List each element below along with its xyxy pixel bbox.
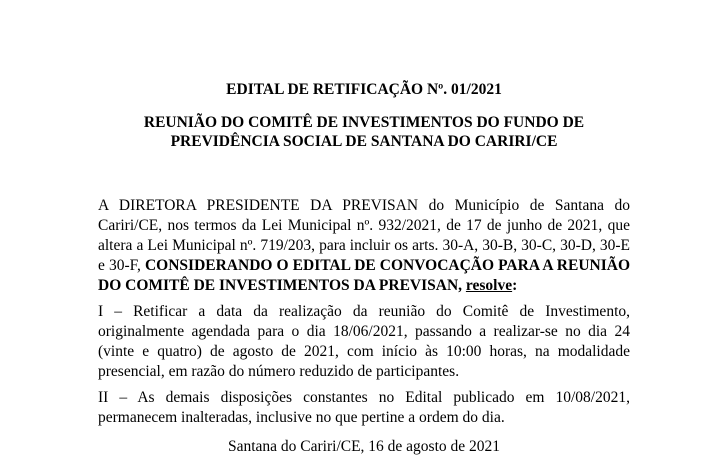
opening-paragraph-considerando-clause: CONSIDERANDO O EDITAL DE CONVOCAÇÃO PARA A REUNIÃO DO COMITÊ DE INVESTIMENTOS DA PREVISAN, — [98, 257, 631, 294]
opening-paragraph-regular-text: A DIRETORA PRESIDENTE DA PREVISAN do Município de Santana do Cariri/CE, nos termos da Lei Municipal nº. 932/2021, de 17 de junho de 2021, que altera a Lei Municipal nº. 719/203, para incluir os arts. 30-A, 30-B, 30-C, 30-D, 30-E e 30-F, — [98, 197, 630, 274]
resolution-item-2: II – As demais disposições constantes no Edital publicado em 10/08/2021, permanecem inalteradas, inclusive no que pertine a ordem do dia. — [98, 389, 630, 426]
document-subtitle-line-2: PREVIDÊNCIA SOCIAL DE SANTANA DO CARIRI/CE — [170, 133, 558, 150]
document-subtitle — [98, 113, 630, 151]
resolution-item-1: I – Retificar a data da realização da reunião do Comitê de Investimento, originalmente agendada para o dia 18/06/2021, passando a realizar-se no dia 24 (vinte e quatro) de agosto de 2021, com início às 10:00 horas, na modalidade presencial, em razão do número reduzido de participantes. — [98, 303, 630, 380]
date-line: Santana do Cariri/CE, 16 de agosto de 2021 — [227, 438, 501, 455]
opening-paragraph-resolve-word: resolve — [465, 277, 513, 294]
document-subtitle-line-1: REUNIÃO DO COMITÊ DE INVESTIMENTOS DO FUNDO DE — [143, 114, 585, 131]
opening-paragraph-colon: : — [512, 277, 518, 294]
opening-paragraph — [98, 196, 630, 296]
document-title: EDITAL DE RETIFICAÇÃO Nº. 01/2021 — [226, 81, 502, 98]
